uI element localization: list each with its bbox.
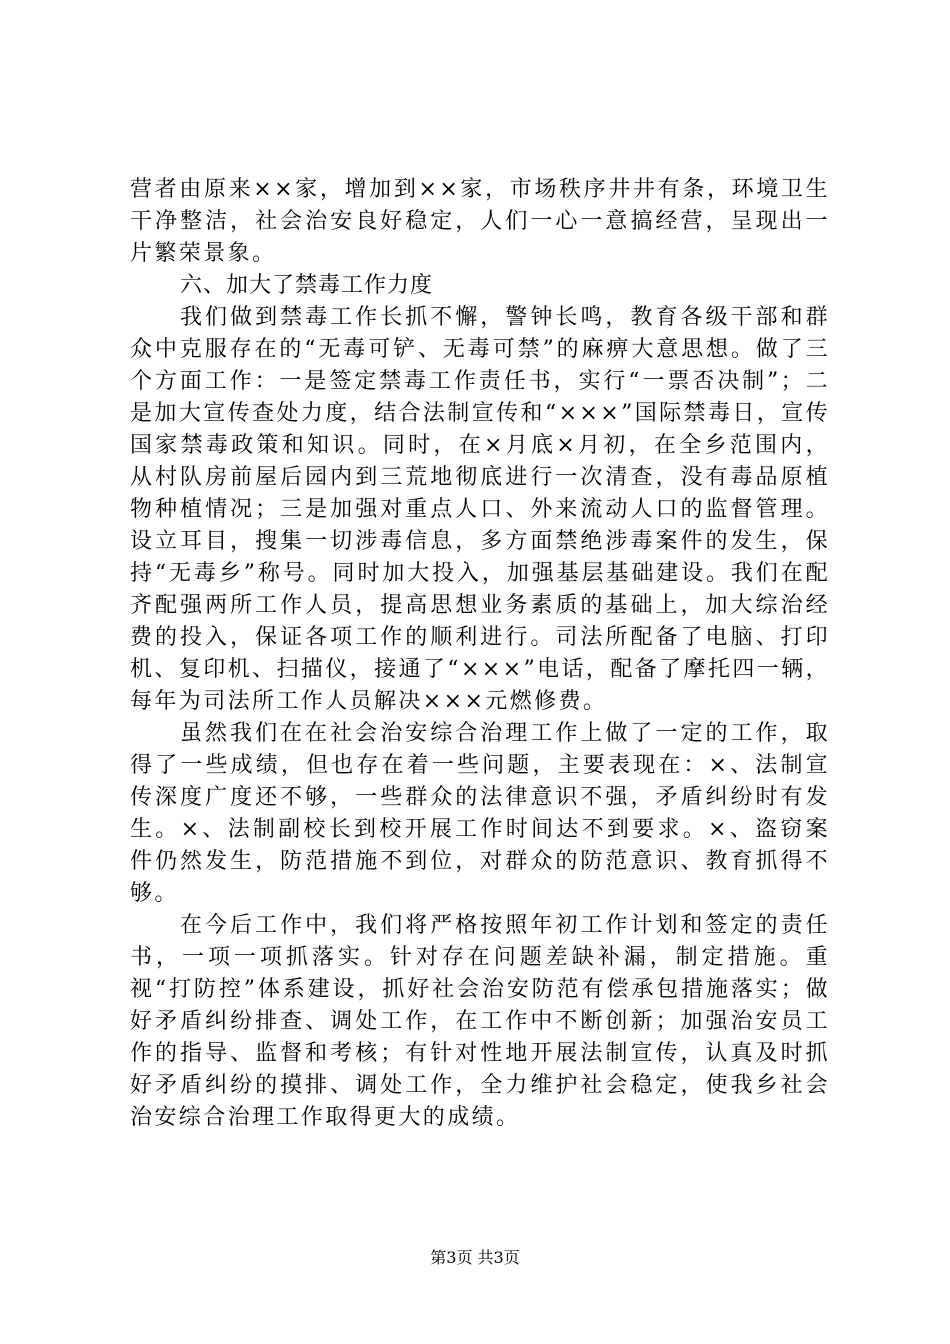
paragraph-problems: 虽然我们在在社会治安综合治理工作上做了一定的工作，取得了一些成绩，但也存在着一些问题，主要表现在：×、法制宣传深度广度还不够，一些群众的法律意识不强，矛盾纠纷时有发生。×、法制副校长到校开展工作时间达不到要求。×、盗窃案件仍然发生，防范措施不到位，对群众的防范意识、教育抓得不够。 (130, 721, 830, 906)
paragraph-future-work: 在今后工作中，我们将严格按照年初工作计划和签定的责任书，一项一项抓落实。针对存在问题差缺补漏，制定措施。重视“打防控”体系建设，抓好社会治安防范有偿承包措施落实；做好矛盾纠纷排查、调处工作，在工作中不断创新；加强治安员工作的指导、监督和考核；有针对性地开展法制宣传，认真及时抓好矛盾纠纷的摸排、调处工作，全力维护社会稳定，使我乡社会治安综合治理工作取得更大的成绩。 (130, 913, 830, 1130)
section-heading: 六、加大了禁毒工作力度 (180, 273, 434, 298)
page-number-footer: 第3页 共3页 (430, 1248, 520, 1267)
paragraph-continuation: 营者由原来××家，增加到××家，市场秩序井井有条，环境卫生干净整洁，社会治安良好稳定，人们一心一意搞经营，呈现出一片繁荣景象。 (130, 177, 830, 266)
paragraph-anti-drug: 我们做到禁毒工作长抓不懈，警钟长鸣，教育各级干部和群众中克服存在的“无毒可铲、无毒可禁”的麻痹大意思想。做了三个方面工作：一是签定禁毒工作责任书，实行“一票否决制”；二是加大宣传查处力度，结合法制宣传和“×××”国际禁毒日，宣传国家禁毒政策和知识。同时，在×月底×月初，在全乡范围内，从村队房前屋后园内到三荒地彻底进行一次清查，没有毒品原植物种植情况；三是加强对重点人口、外来流动人口的监督管理。设立耳目，搜集一切涉毒信息，多方面禁绝涉毒案件的发生，保持“无毒乡”称号。同时加大投入，加强基层基础建设。我们在配齐配强两所工作人员，提高思想业务素质的基础上，加大综治经费的投入，保证各项工作的顺利进行。司法所配备了电脑、打印机、复印机、扫描仪，接通了“×××”电话，配备了摩托四一辆，每年为司法所工作人员解决×××元燃修费。 (130, 305, 830, 714)
document-body (130, 174, 830, 1134)
